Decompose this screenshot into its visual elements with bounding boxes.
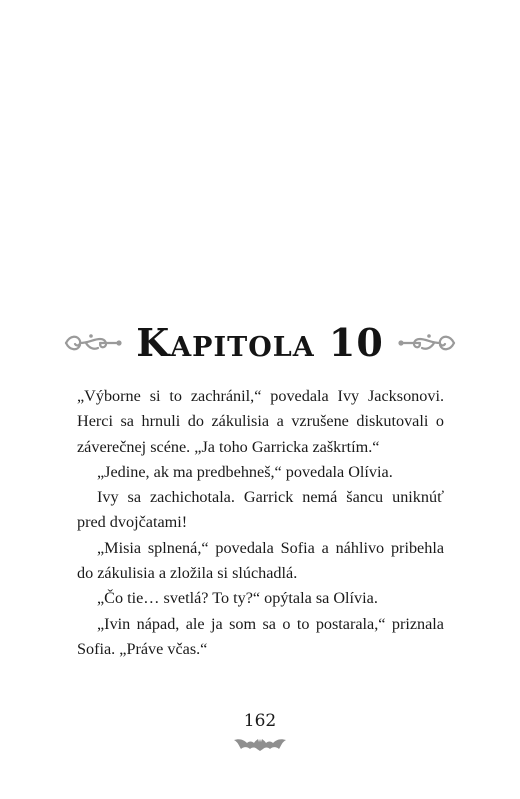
chapter-title: Kapitola 10 (136, 320, 384, 365)
chapter-body (77, 384, 444, 662)
paragraph: „Misia splnená,“ povedala Sofia a náhlivo pribehla do zákulisia a zložila si slúchadlá. (77, 538, 444, 583)
page-number: 162 (243, 711, 277, 731)
paragraph: Ivy sa zachichotala. Garrick nemá šancu uniknúť pred dvojčatami! (77, 488, 444, 532)
paragraph: „Čo tie… svetlá? To ty?“ opýtala sa Olívia. (97, 589, 378, 608)
paragraph: „Výborne si to zachránil,“ povedala Ivy Jacksonovi. Herci sa hrnuli do zákulisia a vzrušene diskutovali o záverečnej scéne. „Ja toho Garricka zaškrtím.“ (77, 387, 444, 456)
swirl-ornament-icon (396, 330, 458, 356)
chapter-heading (0, 318, 520, 368)
swirl-ornament-icon (62, 330, 124, 356)
bat-icon (234, 734, 286, 752)
paragraph: „Jedine, ak ma predbehneš,“ povedala Olívia. (97, 462, 393, 481)
paragraph: „Ivin nápad, ale ja som sa o to postarala,“ priznala Sofia. „Práve včas.“ (77, 614, 444, 658)
